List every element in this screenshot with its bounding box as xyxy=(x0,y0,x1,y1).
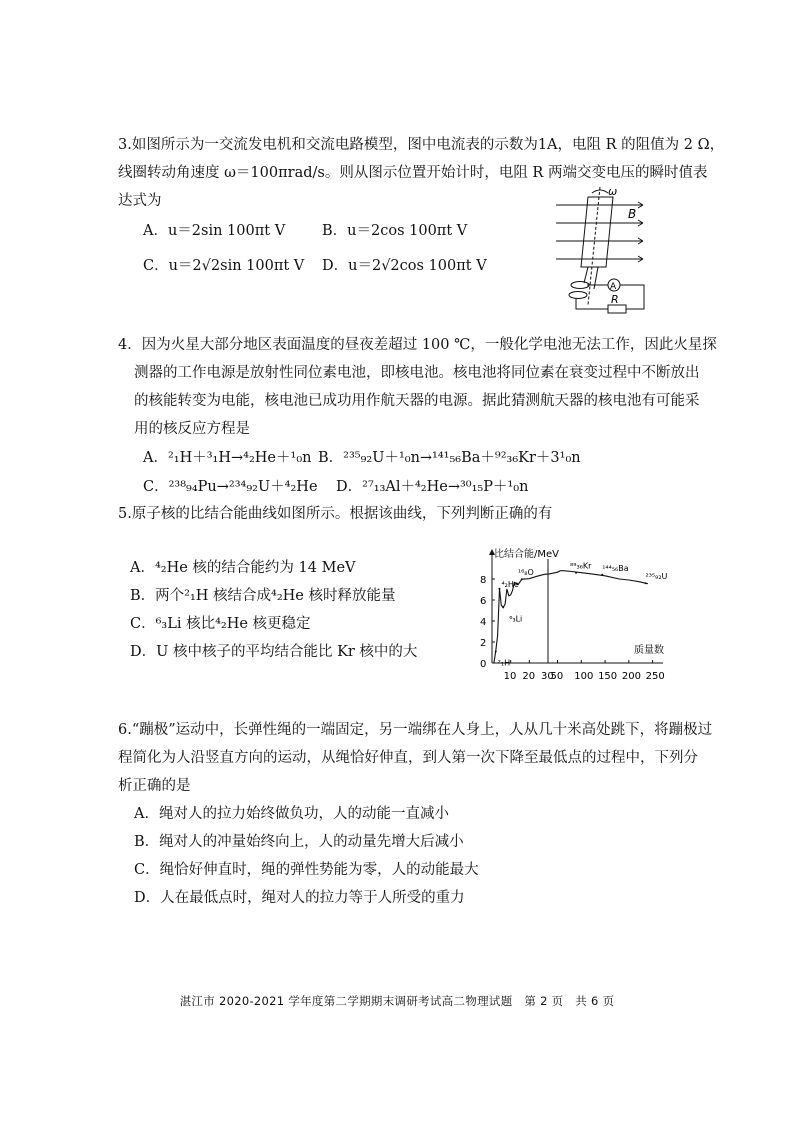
q6-option-a: A．绳对人的拉力始终做负功，人的动能一直减小 xyxy=(134,806,449,822)
q6-line-3: 析正确的是 xyxy=(118,778,191,794)
resistor xyxy=(608,305,626,313)
q4-line-3: 的核能转变为电能，核电池已成功用作航天器的电源。据此猜测航天器的核电池有可能采 xyxy=(134,393,700,409)
y-tick-label: 8 xyxy=(480,575,487,586)
q5-option-d: D．U 核中核子的平均结合能比 Kr 核中的大 xyxy=(130,644,418,660)
q6-line-1: 6.“蹦极”运动中，长弹性绳的一端固定，另一端绑在人身上，人从几十米高处跳下，将蹦极过 xyxy=(118,722,713,738)
q4-line-1: 4．因为火星大部分地区表面温度的昼夜差超过 100 ℃，一般化学电池无法工作，因此火星探 xyxy=(118,337,717,353)
y-tick-label: 4 xyxy=(480,617,487,628)
field-label: B xyxy=(628,207,637,221)
page-footer: 湛江市 2020-2021 学年度第二学期期末调研考试高二物理试题 第 2 页 共 6 页 xyxy=(179,994,615,1008)
q6-line-2: 程简化为人沿竖直方向的运动，从绳恰好伸直，到人第一次下降至最低点的过程中，下列分 xyxy=(118,750,698,766)
q5-line-1: 5.原子核的比结合能曲线如图所示。根据该曲线，下列判断正确的有 xyxy=(118,506,553,522)
x-tick-label: 200 xyxy=(621,671,641,682)
y-tick-label: 0 xyxy=(480,659,487,670)
slip-ring xyxy=(569,292,587,299)
q3-line-1: 3.如图所示为一交流发电机和交流电路模型，图中电流表的示数为1A，电阻 R 的阻值为 2 Ω， xyxy=(118,137,725,153)
x-tick-label: 10 xyxy=(503,671,517,682)
q3-option-a: A．u＝2sin 100πt V xyxy=(143,223,286,239)
y-axis-label: 比结合能/MeV xyxy=(494,549,559,560)
q6-option-c: C．绳恰好伸直时，绳的弹性势能为零，人的动能最大 xyxy=(134,862,479,878)
ammeter-label: A xyxy=(610,282,617,292)
nuclide-label: ²₁H xyxy=(497,658,511,668)
nuclide-label: ⁴₂He xyxy=(501,579,519,589)
q3-line-2: 线圈转动角速度 ω＝100πrad/s。则从图示位置开始计时，电阻 R 两端交变电压的瞬时值表 xyxy=(118,165,708,181)
q5-option-c: C．⁶₃Li 核比⁴₂He 核更稳定 xyxy=(130,616,311,632)
q4-line-4: 用的核反应方程是 xyxy=(134,421,250,437)
nuclide-point xyxy=(502,606,504,608)
slip-ring xyxy=(571,282,589,289)
q3-option-b: B．u＝2cos 100πt V xyxy=(322,223,468,239)
nuclide-point xyxy=(575,572,577,574)
q4-option-d: D．²⁷₁₃Al＋⁴₂He→³⁰₁₅P＋¹₀n xyxy=(336,479,529,495)
nuclide-label: ¹⁴⁴₅₆Ba xyxy=(602,563,629,573)
q5-option-a: A．⁴₂He 核的结合能约为 14 MeV xyxy=(130,560,356,576)
x-tick-label: 150 xyxy=(598,671,618,682)
binding-energy-chart xyxy=(470,545,670,685)
nuclide-point xyxy=(498,588,500,590)
resistor-label: R xyxy=(611,293,619,306)
nuclide-label: ⁸⁹₃₆Kr xyxy=(570,561,592,571)
y-tick-label: 2 xyxy=(480,638,487,649)
x-tick-label: 30 xyxy=(541,671,554,682)
x-tick-label: 50 xyxy=(550,671,564,682)
nuclide-point xyxy=(495,650,497,652)
q4-option-b: B．²³⁵₉₂U＋¹₀n→¹⁴¹₅₆Ba＋⁹²₃₆Kr＋3¹₀n xyxy=(318,450,581,466)
generator-figure xyxy=(548,185,658,320)
nuclide-point xyxy=(644,582,646,584)
q6-option-d: D．人在最低点时，绳对人的拉力等于人所受的重力 xyxy=(134,890,465,906)
coil xyxy=(581,197,613,267)
nuclide-label: ²³⁵₉₂U xyxy=(645,572,668,582)
x-tick-label: 100 xyxy=(574,671,594,682)
nuclide-point xyxy=(521,578,523,580)
x-axis-label: 质量数 xyxy=(634,645,664,656)
y-tick-label: 6 xyxy=(480,596,487,607)
x-tick-label: 20 xyxy=(522,671,536,682)
x-tick-label: 250 xyxy=(645,671,665,682)
q3-option-c: C．u＝2√2sin 100πt V xyxy=(143,258,305,274)
q6-option-b: B．绳对人的冲量始终向上，人的动量先增大后减小 xyxy=(134,834,464,850)
q5-option-b: B．两个²₁H 核结合成⁴₂He 核时释放能量 xyxy=(130,588,396,604)
omega-label: ω xyxy=(608,185,618,198)
q4-option-a: A．²₁H＋³₁H→⁴₂He＋¹₀n xyxy=(143,450,312,466)
q3-line-3: 达式为 xyxy=(118,193,162,209)
q4-line-2: 测器的工作电源是放射性同位素电池，即核电池。核电池将同位素在衰变过程中不断放出 xyxy=(134,365,700,381)
nuclide-point xyxy=(601,574,603,576)
nuclide-label: ⁶₃Li xyxy=(509,614,523,624)
nuclide-label: ¹⁶₈O xyxy=(517,568,534,578)
q3-option-d: D．u＝2√2cos 100πt V xyxy=(322,258,487,274)
rotation-arrow xyxy=(592,190,608,193)
q4-option-c: C．²³⁸₉₄Pu→²³⁴₉₂U＋⁴₂He xyxy=(143,479,318,495)
